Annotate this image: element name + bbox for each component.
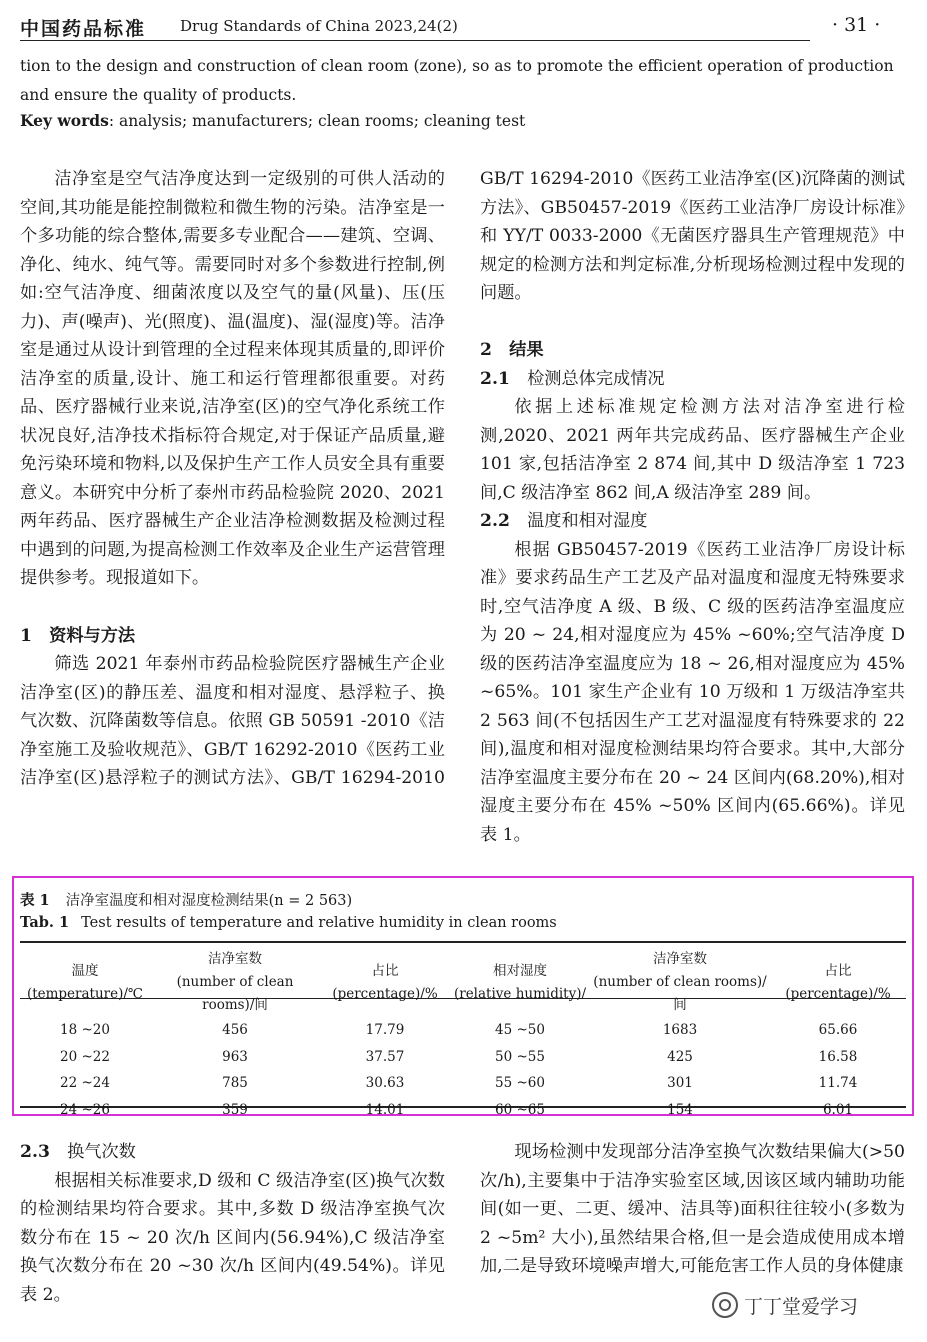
right-column-top (480, 165, 905, 849)
watermark (712, 1292, 858, 1319)
cell-rooms: 785 (222, 1075, 248, 1092)
header-en: (percentage)/% (332, 985, 438, 1002)
table1-caption-cn (20, 889, 352, 910)
section23-text: 根据相关标准要求,D 级和 C 级洁净室(区)换气次数的检测结果均符合要求。其中,多数 D 级洁净室换气次数分布在 15 ~ 20 次/h 区间内(56.94%),C 级洁净室换气次数分布在 20 ~30 次/h 区间内(49.54%)。详见表 2。 (20, 1170, 445, 1305)
keywords (20, 108, 905, 134)
table1 (20, 948, 906, 1123)
left-column-bottom (20, 1138, 445, 1309)
section23-title: 换气次数 (67, 1142, 136, 1162)
section2-heading: 2 结果 (480, 340, 544, 360)
cell-percentage: 11.74 (818, 1075, 858, 1092)
section21-number: 2.1 (480, 368, 510, 389)
keywords-label: Key words (20, 111, 109, 130)
section21-text: 依据上述标准规定检测方法对洁净室进行检测,2020、2021 两年共完成药品、医疗器械生产企业 101 家,包括洁净室 2 874 间,其中 D 级洁净室 1 723 间,C 级洁净室 862 间,A 级洁净室 289 间。 (480, 397, 905, 503)
journal-title-en: Drug Standards of China 2023,24(2) (180, 17, 458, 35)
cell-percentage: 14.01 (365, 1101, 405, 1118)
section23-number: 2.3 (20, 1142, 50, 1162)
header-humidity (450, 948, 590, 1017)
section23-heading (20, 1138, 445, 1167)
header-cn: 相对湿度 (493, 962, 547, 979)
table1-label-en: Tab. 1 (20, 914, 70, 931)
cell-percentage: 65.66 (818, 1022, 858, 1039)
table-row (20, 1070, 906, 1097)
cell-temperature: 18 ~20 (60, 1022, 110, 1039)
keywords-text: : analysis; manufacturers; clean rooms; cleaning test (108, 112, 526, 130)
header-cn: 温度 (71, 962, 99, 979)
header-percentage-1 (320, 948, 450, 1017)
page-number: · 31 · (832, 14, 881, 36)
cell-percentage: 30.63 (365, 1075, 405, 1092)
header-en: (relative humidity)/ (453, 985, 587, 1002)
watermark-text: 丁丁堂爱学习 (744, 1296, 859, 1318)
cell-rooms: 301 (667, 1075, 693, 1092)
header-cn: 占比 (371, 962, 399, 979)
table1-title-en: Test results of temperature and relative humidity in clean rooms (81, 915, 557, 931)
header-en: (number of clean rooms)/间 (593, 974, 767, 1013)
table1-label-cn: 表 1 (20, 892, 50, 909)
header-cn: 占比 (824, 962, 852, 979)
cell-rooms: 456 (222, 1022, 248, 1039)
section23-right-text: 现场检测中发现部分洁净室换气次数结果偏大(>50 次/h),主要集中于洁净实验室区域,因该区域内辅助功能间(如一更、二更、缓冲、洁具等)面积往往较小(多数为 2 ~5m² 大小),虽然结果合格,但一是会造成使用成本增加,二是导致环境噪声增大,可能危害工作人员的身体健康 (480, 1142, 905, 1276)
intro-paragraph: 洁净室是空气洁净度达到一定级别的可供人活动的空间,其功能是能控制微粒和微生物的污染。洁净室是一个多功能的综合整体,需要多专业配合——建筑、空调、净化、纯水、纯气等。需要同时对多个参数进行控制,例如:空气洁净度、细菌浓度以及空气的量(风量)、压(压力)、声(噪声)、光(照度)、温(温度)、湿(湿度)等。洁净室是通过从设计到管理的全过程来体现其质量的,即评价洁净室的质量,设计、施工和运行管理都很重要。对药品、医疗器械行业来说,洁净室(区)的空气净化系统工作状况良好,洁净技术指标符合规定,对于保证产品质量,避免污染环境和物料,以及保护生产工作人员安全具有重要意义。本研究中分析了泰州市药品检验院 2020、2021 两年药品、医疗器械生产企业洁净检测数据及检测过程中遇到的问题,为提高检测工作效率及企业生产运营管理提供参考。现报道如下。 (20, 169, 445, 588)
section1-text: 筛选 2021 年泰州市药品检验院医疗器械生产企业洁净室(区)的静压差、温度和相对湿度、悬浮粒子、换气次数、沉降菌数等信息。依照 GB 50591 -2010《洁净室施工及验收规范》、GB/T 16292-2010《医药工业洁净室(区)悬浮粒子的测试方法》、GB/T 16294-2010 (20, 654, 445, 788)
cell-temperature: 20 ~22 (60, 1048, 110, 1065)
header-rule (20, 40, 810, 41)
cell-humidity: 60 ~65 (495, 1101, 545, 1118)
cell-humidity: 45 ~50 (495, 1022, 545, 1039)
cell-temperature: 22 ~24 (60, 1075, 110, 1092)
wechat-icon (712, 1292, 738, 1318)
header-cn: 洁净室数 (653, 951, 707, 967)
cell-percentage: 16.58 (818, 1048, 858, 1065)
table-top-rule (20, 941, 906, 943)
cell-humidity: 50 ~55 (495, 1048, 545, 1065)
section21-title: 检测总体完成情况 (527, 368, 665, 389)
section22-heading (480, 507, 905, 536)
header-percentage-2 (770, 948, 906, 1017)
cell-percentage: 17.79 (365, 1022, 405, 1039)
table-row (20, 1097, 906, 1124)
section1-heading: 1 资料与方法 (20, 625, 136, 646)
left-column-top (20, 165, 445, 792)
table1-title-cn: 洁净室温度和相对湿度检测结果(n = 2 563) (65, 893, 353, 909)
cell-percentage: 6.01 (822, 1101, 854, 1118)
table-header-row (20, 948, 906, 1017)
table-row (20, 1044, 906, 1071)
section22-text: 根据 GB50457-2019《医药工业洁净厂房设计标准》要求药品生产工艺及产品对温度和湿度无特殊要求时,空气洁净度 A 级、B 级、C 级的医药洁净室温度应为 20 ~ 24,相对湿度应为 45% ~60%;空气洁净度 D 级的医药洁净室温度应为 18 ~ 26,相对湿度应为 45% ~65%。101 家生产企业有 10 万级和 1 万级洁净室共 2 563 间(不包括因生产工艺对温湿度有特殊要求的 22 间),温度和相对湿度检测结果均符合要求。其中,大部分洁净室温度主要分布在 20 ~ 24 区间内(68.20%),相对湿度主要分布在 45% ~50% 区间内(65.66%)。详见表 1。 (480, 539, 905, 845)
cell-humidity: 55 ~60 (495, 1075, 545, 1092)
cell-percentage: 37.57 (365, 1048, 405, 1065)
section22-title: 温度和相对湿度 (527, 511, 648, 531)
table-row (20, 1017, 906, 1044)
section22-number: 2.2 (480, 511, 510, 531)
cell-rooms: 359 (222, 1101, 248, 1118)
abstract-tail: tion to the design and construction of clean room (zone), so as to promote the efficient operation of production and ensure the quality of products. (20, 57, 894, 104)
header-rooms-1 (150, 948, 320, 1017)
header-rooms-2 (590, 948, 770, 1017)
table1-caption-en (20, 914, 557, 931)
header-en: (temperature)/℃ (26, 985, 144, 1002)
right-column-bottom (480, 1138, 905, 1281)
section21-heading (480, 365, 905, 394)
header-cn: 洁净室数 (208, 951, 262, 967)
cell-rooms: 154 (667, 1101, 693, 1118)
cell-temperature: 24 ~26 (60, 1101, 110, 1118)
header-temperature (20, 948, 150, 1017)
header-en: (percentage)/% (785, 985, 891, 1002)
journal-title-cn: 中国药品标准 (20, 18, 147, 40)
cell-rooms: 963 (222, 1048, 248, 1065)
cell-rooms: 1683 (662, 1022, 698, 1039)
cell-rooms: 425 (667, 1048, 693, 1065)
section1-text-continued: GB/T 16294-2010《医药工业洁净室(区)沉降菌的测试方法》、GB50457-2019《医药工业洁净厂房设计标准》和 YY/T 0033-2000《无菌医疗器具生产管理规范》中规定的检测方法和判定标准,分析现场检测过程中发现的问题。 (480, 169, 905, 303)
header-en: (number of clean rooms)/间 (176, 974, 294, 1013)
